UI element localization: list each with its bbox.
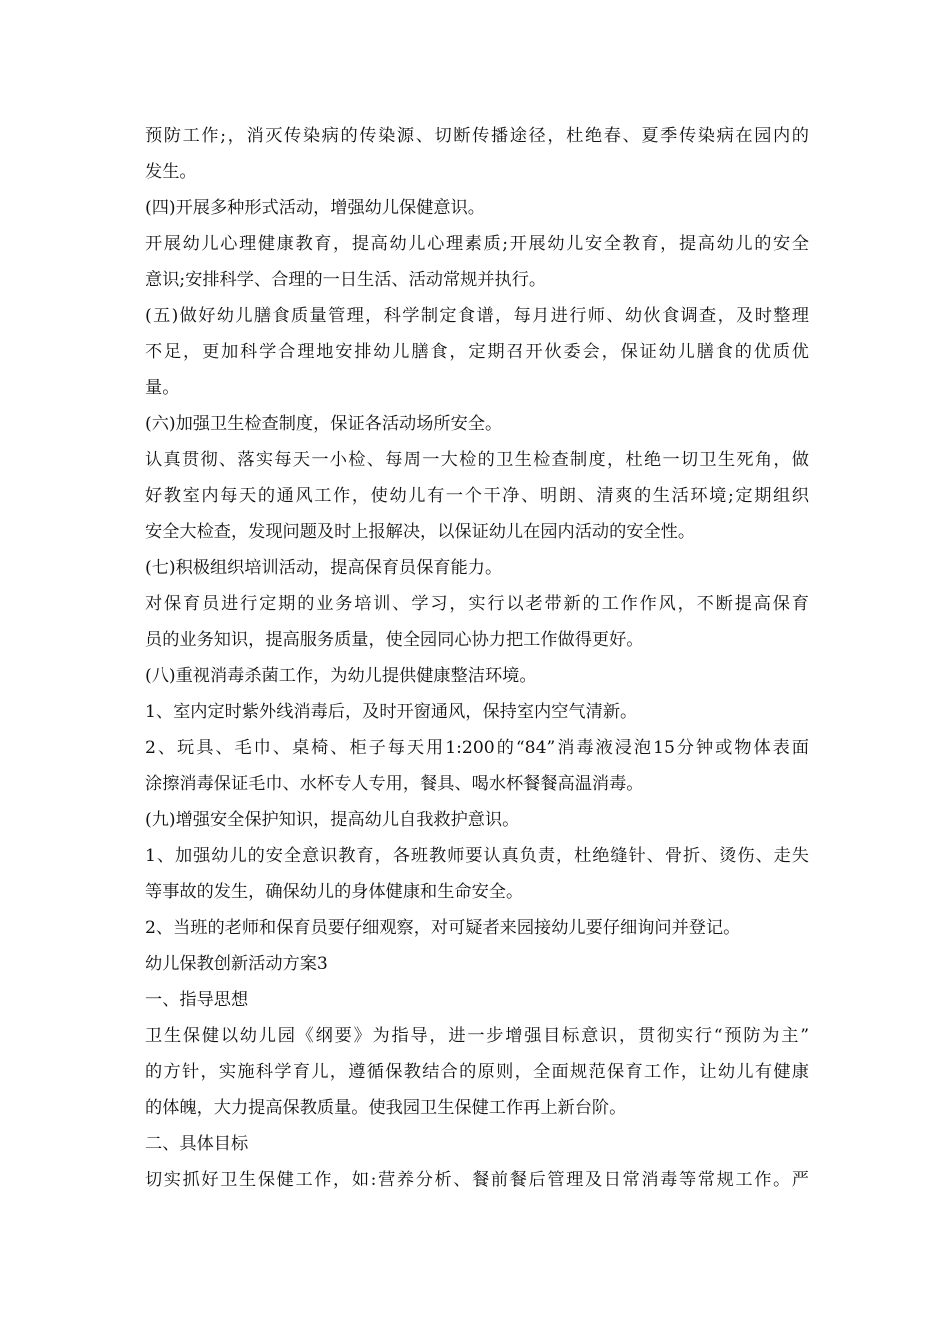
text-line: (六)加强卫生检查制度，保证各活动场所安全。 bbox=[145, 414, 503, 434]
text-line: (七)积极组织培训活动，提高保育员保育能力。 bbox=[145, 558, 503, 578]
text-line: 预防工作;，消灭传染病的传染源、切断传播途径，杜绝春、夏季传染病在园内的 bbox=[145, 126, 809, 146]
text-line: (四)开展多种形式活动，增强幼儿保健意识。 bbox=[145, 198, 485, 218]
text-line: 员的业务知识，提高服务质量，使全园同心协力把工作做得更好。 bbox=[145, 630, 644, 650]
text-line: 二、具体目标 bbox=[145, 1134, 249, 1154]
text-line: (九)增强安全保护知识，提高幼儿自我救护意识。 bbox=[145, 810, 520, 830]
text-line: 安全大检查，发现问题及时上报解决，以保证幼儿在园内活动的安全性。 bbox=[145, 522, 696, 542]
text-line: 开展幼儿心理健康教育，提高幼儿心理素质;开展幼儿安全教育，提高幼儿的安全 bbox=[145, 234, 809, 254]
text-line: 发生。 bbox=[145, 162, 197, 182]
text-line: 等事故的发生，确保幼儿的身体健康和生命安全。 bbox=[145, 882, 524, 902]
text-line: (八)重视消毒杀菌工作，为幼儿提供健康整洁环境。 bbox=[145, 666, 537, 686]
text-line: 一、指导思想 bbox=[145, 990, 249, 1010]
text-line: (五)做好幼儿膳食质量管理，科学制定食谱，每月进行师、幼伙食调查，及时整理 bbox=[145, 306, 809, 326]
text-line: 的体魄，大力提高保教质量。使我园卫生保健工作再上新台阶。 bbox=[145, 1098, 627, 1118]
text-line: 2、当班的老师和保育员要仔细观察，对可疑者来园接幼儿要仔细询问并登记。 bbox=[145, 918, 741, 938]
text-line: 2、玩具、毛巾、桌椅、柜子每天用1:200的“84”消毒液浸泡15分钟或物体表面 bbox=[145, 738, 809, 758]
text-line: 卫生保健以幼儿园《纲要》为指导，进一步增强目标意识，贯彻实行“预防为主” bbox=[145, 1026, 809, 1046]
text-line: 认真贯彻、落实每天一小检、每周一大检的卫生检查制度，杜绝一切卫生死角，做 bbox=[145, 450, 809, 470]
text-line: 意识;安排科学、合理的一日生活、活动常规并执行。 bbox=[145, 270, 547, 290]
document-body bbox=[145, 118, 809, 1198]
text-line: 对保育员进行定期的业务培训、学习，实行以老带新的工作作风，不断提高保育 bbox=[145, 594, 809, 614]
text-line: 不足，更加科学合理地安排幼儿膳食，定期召开伙委会，保证幼儿膳食的优质优 bbox=[145, 342, 809, 362]
text-line: 幼儿保教创新活动方案3 bbox=[145, 954, 328, 974]
text-line: 好教室内每天的通风工作，使幼儿有一个干净、明朗、清爽的生活环境;定期组织 bbox=[145, 486, 809, 506]
text-line: 涂擦消毒保证毛巾、水杯专人专用，餐具、喝水杯餐餐高温消毒。 bbox=[145, 774, 644, 794]
text-line: 的方针，实施科学育儿，遵循保教结合的原则，全面规范保育工作，让幼儿有健康 bbox=[145, 1062, 809, 1082]
text-line: 切实抓好卫生保健工作，如:营养分析、餐前餐后管理及日常消毒等常规工作。严 bbox=[145, 1170, 809, 1190]
text-line: 量。 bbox=[145, 378, 180, 398]
text-line: 1、室内定时紫外线消毒后，及时开窗通风，保持室内空气清新。 bbox=[145, 702, 638, 722]
text-line: 1、加强幼儿的安全意识教育，各班教师要认真负责，杜绝缝针、骨折、烫伤、走失 bbox=[145, 846, 809, 866]
